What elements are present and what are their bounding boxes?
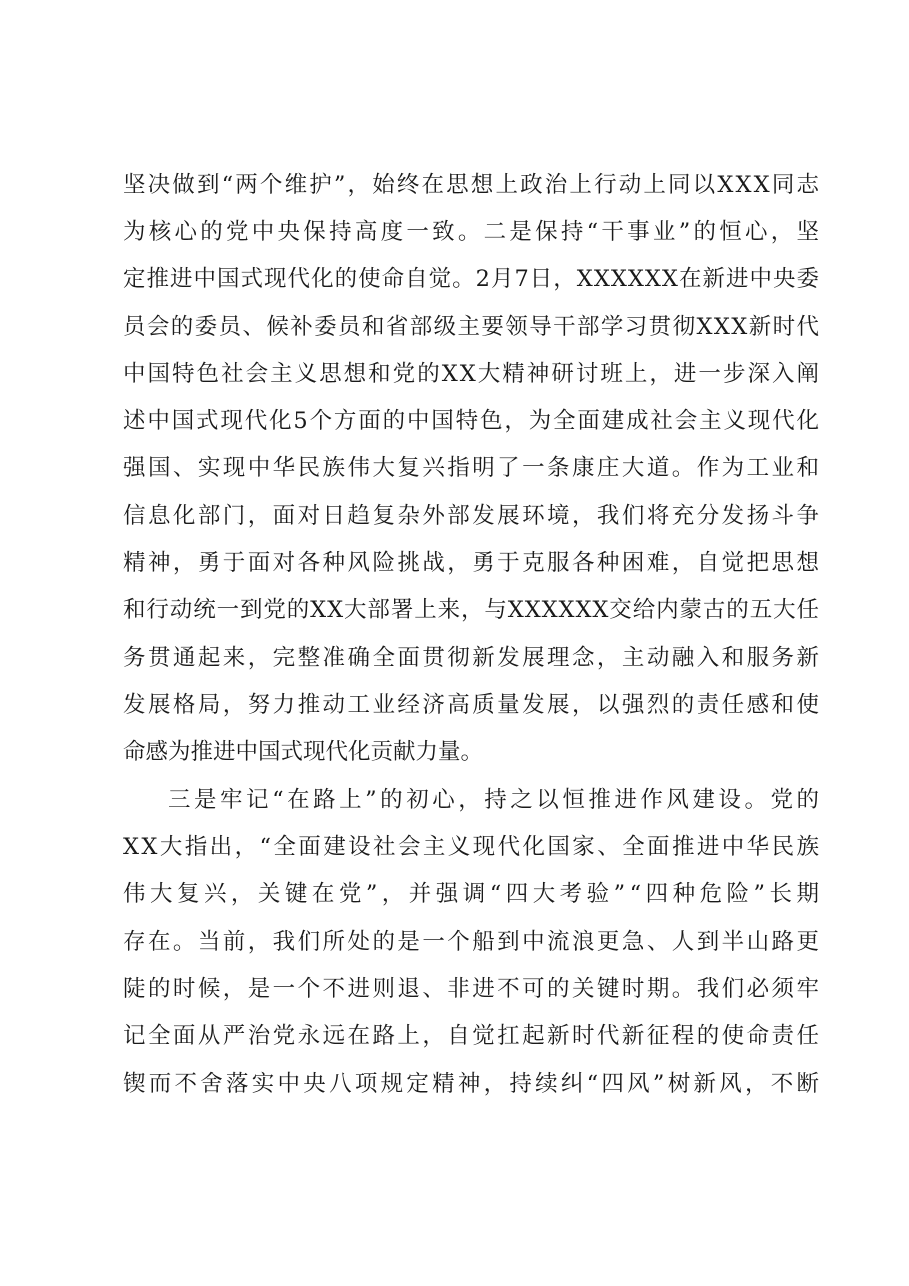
paragraph-line — [123, 167, 909, 203]
paragraph-line — [123, 876, 909, 912]
paragraph-line — [123, 687, 909, 723]
line-text: 信息化部门，面对日趋复杂外部发展环境，我们将充分发扬斗争 — [123, 503, 822, 529]
line-text: 述中国式现代化5个方面的中国特色，为全面建成社会主义现代化 — [123, 408, 821, 434]
paragraph-line — [123, 214, 909, 250]
line-text: 中国特色社会主义思想和党的XX大精神研讨班上，进一步深入阐 — [123, 361, 822, 387]
paragraph-line — [123, 356, 909, 392]
line-text: 定推进中国式现代化的使命自觉。2月7日，XXXXXX在新进中央委 — [123, 266, 820, 292]
paragraph-line — [123, 734, 909, 770]
line-text: 存在。当前，我们所处的是一个船到中流浪更急、人到半山路更 — [123, 929, 822, 955]
line-text: 和行动统一到党的XX大部署上来，与XXXXXX交给内蒙古的五大任 — [123, 597, 820, 623]
paragraph-line — [123, 498, 909, 534]
line-text: 务贯通起来，完整准确全面贯彻新发展理念，主动融入和服务新 — [123, 645, 822, 671]
paragraph-line — [123, 829, 909, 865]
line-text: 发展格局，努力推动工业经济高质量发展，以强烈的责任感和使 — [123, 692, 822, 718]
paragraph-line — [123, 403, 909, 439]
paragraph-line — [123, 1066, 909, 1102]
line-text: 坚决做到“两个维护”，始终在思想上政治上行动上同以XXX同志 — [123, 172, 822, 198]
paragraph-line — [123, 545, 909, 581]
line-text: 精神，勇于面对各种风险挑战，勇于克服各种困难，自觉把思想 — [123, 550, 822, 576]
paragraph-line — [123, 450, 909, 486]
paragraph-line — [168, 782, 909, 818]
line-text: 命感为推进中国式现代化贡献力量。 — [123, 739, 484, 765]
line-text: 陡的时候，是一个不进则退、非进不可的关键时期。我们必须牢 — [123, 976, 822, 1002]
line-text: XX大指出，“全面建设社会主义现代化国家、全面推进中华民族 — [123, 834, 822, 860]
paragraph-line — [123, 640, 909, 676]
line-text: 强国、实现中华民族伟大复兴指明了一条康庄大道。作为工业和 — [123, 455, 822, 481]
paragraph-line — [123, 971, 909, 1007]
paragraph-line — [123, 261, 909, 297]
line-text: 员会的委员、候补委员和省部级主要领导干部学习贯彻XXX新时代 — [123, 314, 821, 340]
line-text: 为核心的党中央保持高度一致。二是保持“干事业”的恒心，坚 — [123, 219, 823, 245]
paragraph-line — [123, 309, 909, 345]
paragraph-line — [123, 592, 909, 628]
line-text: 三是牢记“在路上”的初心，持之以恒推进作风建设。党的 — [168, 787, 823, 813]
line-text: 锲而不舍落实中央八项规定精神，持续纠“四风”树新风，不断 — [123, 1071, 823, 1097]
paragraph-line — [123, 1018, 909, 1054]
paragraph-line — [123, 924, 909, 960]
line-text: 伟大复兴，关键在党”，并强调“四大考验”“四种危险”长期 — [123, 881, 824, 907]
line-text: 记全面从严治党永远在路上，自觉扛起新时代新征程的使命责任 — [123, 1023, 822, 1049]
